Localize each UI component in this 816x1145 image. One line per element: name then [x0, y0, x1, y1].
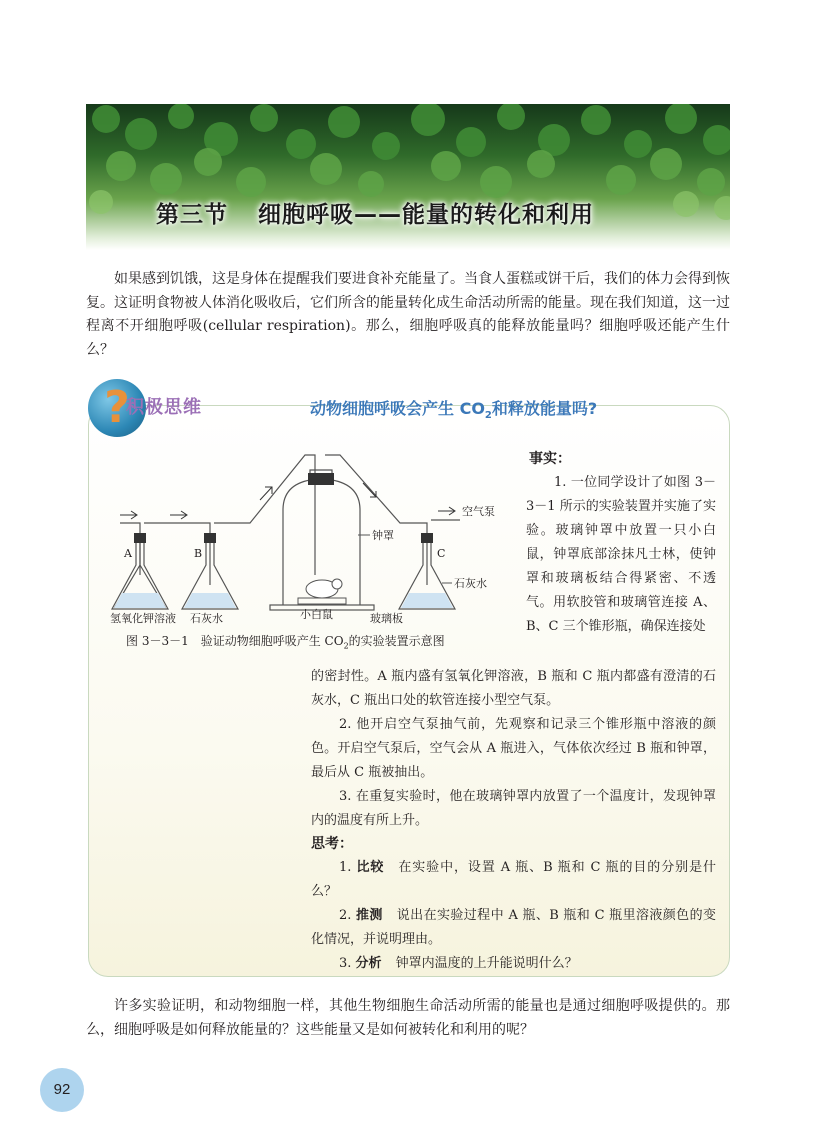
limewater-c: [401, 593, 453, 608]
label-limewater-c: 石灰水: [454, 577, 487, 590]
stopper-a: [134, 533, 146, 543]
question-2: 2. 推测 说出在实验过程中 A 瓶、B 瓶和 C 瓶里溶液颜色的变化情况，并说明理由。: [311, 908, 716, 947]
label-mouse: 小白鼠: [300, 608, 333, 621]
thinking-heading: 思考：: [311, 836, 353, 852]
naoh-solution: [114, 593, 166, 608]
arrow-inlet-icon: [120, 511, 137, 519]
label-naoh: 氢氧化钾溶液: [110, 612, 176, 625]
fact-1-part-2: 的密封性。A 瓶内盛有氢氧化钾溶液，B 瓶和 C 瓶内都盛有澄清的石灰水，C 瓶出口处的软管连接小型空气泵。: [311, 669, 716, 708]
facts-heading: 事实：: [529, 451, 571, 467]
section-number: 第三节: [156, 202, 228, 228]
limewater-b: [184, 593, 236, 608]
stopper-b: [204, 533, 216, 543]
fact-1-part-1: 1. 一位同学设计了如图 3－3－1 所示的实验装置并实施了实验。玻璃钟罩中放置一只小白鼠，钟罩底部涂抹凡士林，使钟罩和玻璃板结合得紧密、不透气。用软胶管和玻璃管连接 A、B、C 三个锥形瓶，确保连接处: [526, 475, 716, 634]
chapter-banner: [86, 104, 730, 250]
label-air-pump: 空气泵: [462, 505, 495, 518]
facts-continued: [311, 665, 716, 833]
stopper-c: [421, 533, 433, 543]
chapter-title: [156, 196, 716, 229]
figure-caption: 图 3－3－1 验证动物细胞呼吸产生 $CO_2$的实验装置示意图: [126, 634, 445, 651]
mouse-head: [332, 579, 342, 589]
tube-jar-c: [325, 455, 427, 585]
label-c: C: [437, 547, 446, 560]
fact-3: 3. 在重复实验时，他在玻璃钟罩内放置了一个温度计，发现钟罩内的温度有所上升。: [311, 789, 716, 828]
fact-2: 2. 他开启空气泵抽气前，先观察和记录三个锥形瓶中溶液的颜色。开启空气泵后，空气会从 A 瓶进入，气体依次经过 B 瓶和钟罩，最后从 C 瓶被抽出。: [311, 717, 716, 780]
label-bell-jar: 钟罩: [372, 529, 394, 542]
activity-title: 动物细胞呼吸会产生 $CO_2$和释放能量吗?: [310, 399, 598, 422]
arrow-ab-icon: [170, 511, 187, 519]
arrow-pump-icon: [438, 507, 455, 515]
activity-label: 积极思维: [126, 397, 202, 418]
section-title: 细胞呼吸——能量的转化和利用: [258, 202, 594, 228]
tube-b-jar: [214, 455, 315, 575]
experiment-apparatus-diagram: [100, 445, 520, 630]
arrow-down-icon: [363, 483, 376, 497]
label-a: A: [124, 547, 132, 560]
question-mark-icon: ?: [88, 379, 146, 437]
label-limewater-b: 石灰水: [190, 612, 223, 625]
stopper-jar: [308, 473, 334, 485]
page-number: 92: [40, 1068, 84, 1112]
label-glass-plate: 玻璃板: [370, 612, 403, 625]
mouse-platform: [298, 598, 346, 604]
label-b: B: [194, 547, 203, 560]
question-1: 1. 比较 在实验中，设置 A 瓶、B 瓶和 C 瓶的目的分别是什么？: [311, 860, 716, 899]
thinking-questions: [311, 856, 716, 976]
intro-paragraph: 如果感到饥饿，这是身体在提醒我们要进食补充能量了。当食人蛋糕或饼干后，我们的体力会得到恢复。这证明食物被人体消化吸收后，它们所含的能量转化成生命活动所需的能量。现在我们知道，这一过程离不开细胞呼吸(cellular respiration)。那么，细胞呼吸真的能释放能量吗？细胞呼吸还能产生什么？: [86, 271, 730, 358]
question-3: 3. 分析 钟罩内温度的上升能说明什么？: [339, 956, 578, 971]
outro-paragraph: 许多实验证明，和动物细胞一样，其他生物细胞生命活动所需的能量也是通过细胞呼吸提供的。那么，细胞呼吸是如何释放能量的？这些能量又是如何被转化和利用的呢？: [86, 998, 730, 1038]
